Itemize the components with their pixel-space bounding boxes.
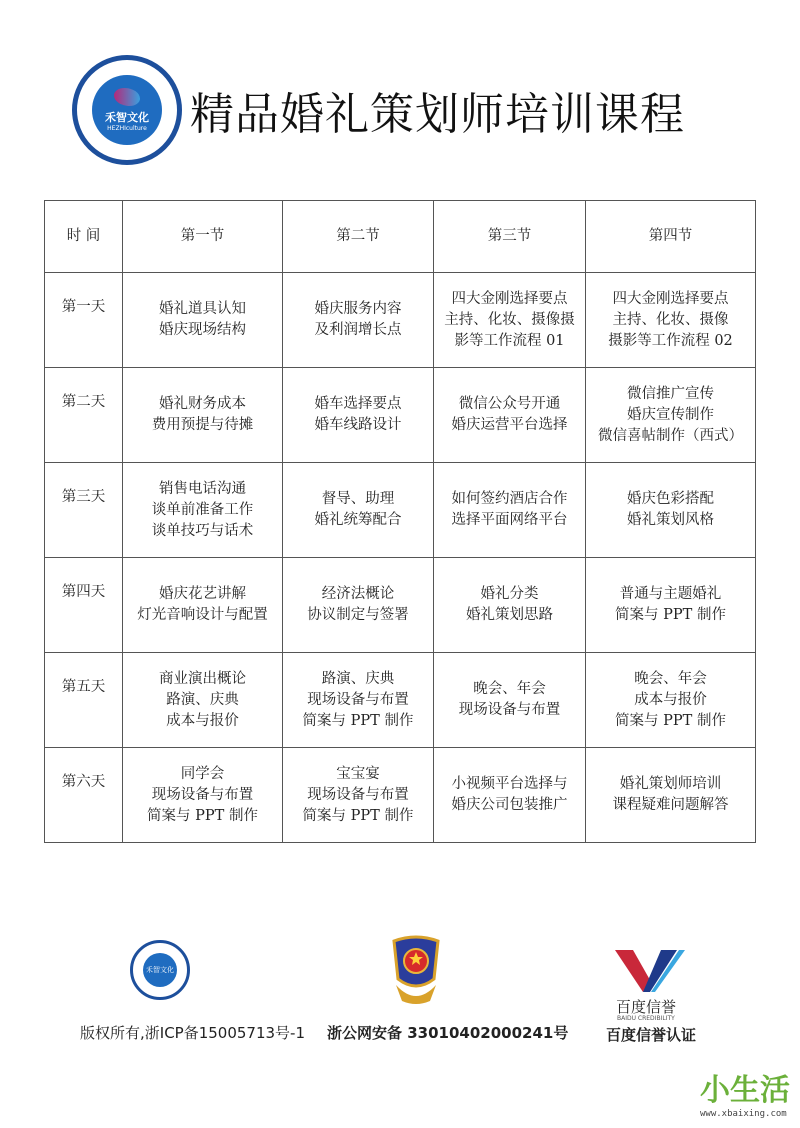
session-line: 婚礼统筹配合 [314,512,402,528]
session-line: 微信公众号开通 [458,396,561,412]
session-cell [283,273,434,368]
session-line: 影等工作流程 01 [454,332,565,349]
session-line: 现场设备与布置 [458,702,561,718]
session-line: 简案与 PPT 制作 [302,712,414,729]
session-cell [586,653,756,748]
session-line: 四大金刚选择要点 [612,290,729,307]
organization-logo [72,55,182,165]
session-line: 婚庆宣传制作 [627,406,714,423]
course-schedule-table [44,200,756,843]
session-line: 灯光音响设计与配置 [137,607,268,623]
session-cell [586,368,756,463]
seal-text: 禾智文化 [143,953,177,987]
session-line: 主持、化妆、摄像摄 [444,311,575,328]
day-cell: 第四天 [45,558,123,653]
session-line: 小视频平台选择与 [451,776,568,792]
watermark-text: 小生活 [700,1073,790,1108]
session-line: 普通与主题婚礼 [619,586,722,602]
watermark [700,1065,790,1119]
session-cell [434,463,586,558]
logo-swoosh-icon [114,88,140,106]
session-line: 销售电话沟通 [159,480,246,497]
session-line: 协议制定与签署 [307,607,409,623]
session-line: 宝宝宴 [336,765,380,782]
session-line: 婚车选择要点 [314,396,402,412]
session-cell [283,748,434,843]
session-line: 婚礼财务成本 [159,396,246,412]
session-line: 现场设备与布置 [307,786,409,803]
police-record-text: 浙公网安备 33010402000241号 [327,1024,569,1042]
session-line: 四大金刚选择要点 [451,290,568,307]
logo-text-en: HEZHIculture [107,125,147,132]
police-emblem-icon [390,935,442,1007]
session-cell [586,558,756,653]
session-line: 及利润增长点 [314,322,402,338]
session-line: 选择平面网络平台 [451,512,568,528]
session-cell [283,368,434,463]
session-line: 婚庆运营平台选择 [451,417,568,433]
session-line: 成本与报价 [166,712,239,729]
session-line: 课程疑难问题解答 [612,797,729,813]
session-line: 婚礼策划师培训 [619,776,722,792]
logo-text-cn: 禾智文化 [105,111,149,124]
session-line: 简案与 PPT 制作 [302,807,414,824]
session-line: 简案与 PPT 制作 [615,712,726,729]
session-line: 婚庆花艺讲解 [159,586,246,602]
session-cell [586,748,756,843]
session-cell [123,368,283,463]
table-row [45,558,756,653]
session-line: 同学会 [180,765,225,782]
session-line: 谈单前准备工作 [151,501,254,518]
table-row [45,273,756,368]
session-line: 摄影等工作流程 02 [608,332,733,349]
day-cell: 第二天 [45,368,123,463]
session-line: 婚礼分类 [480,586,539,602]
session-line: 路演、庆典 [321,670,395,687]
session-line: 现场设备与布置 [307,691,409,708]
baidu-logo-text: 百度信誉 [616,998,677,1016]
session-line: 婚庆色彩搭配 [627,491,714,507]
session-cell [123,273,283,368]
session-cell [123,748,283,843]
session-line: 主持、化妆、摄像 [612,311,729,328]
session-cell [123,653,283,748]
baidu-credibility-text: 百度信誉认证 [606,1026,697,1044]
session-line: 费用预提与待摊 [151,417,254,433]
session-line: 晚会、年会 [634,670,707,687]
session-cell [283,463,434,558]
session-line: 婚庆服务内容 [314,301,402,317]
session-cell [586,273,756,368]
page-title: 精品婚礼策划师培训课程 [190,89,685,140]
baidu-logo-en: BAIDU CREDIBILITY [617,1015,675,1022]
session-cell [283,558,434,653]
session-line: 婚庆现场结构 [159,322,246,338]
column-header: 第三节 [434,201,586,273]
session-cell [434,748,586,843]
session-cell [434,273,586,368]
session-cell [434,368,586,463]
table-row [45,653,756,748]
watermark-url: www.xbaixing.com [700,1109,787,1119]
column-header: 时 间 [45,201,123,273]
copyright-text: 版权所有,浙ICP备15005713号-1 [80,1024,306,1042]
session-line: 商业演出概论 [159,670,246,687]
session-line: 谈单技巧与话术 [151,522,254,539]
session-line: 督导、助理 [321,491,395,507]
column-header: 第二节 [283,201,434,273]
session-cell [283,653,434,748]
session-line: 婚礼策划风格 [627,512,714,528]
session-line: 现场设备与布置 [151,786,254,803]
session-cell [434,653,586,748]
session-line: 简案与 PPT 制作 [147,807,258,824]
session-line: 晚会、年会 [473,681,546,697]
day-cell: 第一天 [45,273,123,368]
session-cell [434,558,586,653]
session-cell [123,463,283,558]
session-cell [123,558,283,653]
session-line: 微信推广宣传 [627,385,714,402]
baidu-credibility-logo [615,950,685,992]
session-cell [586,463,756,558]
session-line: 婚礼策划思路 [466,607,553,623]
session-line: 婚庆公司包装推广 [451,797,568,813]
session-line: 经济法概论 [321,586,395,602]
column-header: 第一节 [123,201,283,273]
session-line: 如何签约酒店合作 [451,491,568,507]
day-cell: 第六天 [45,748,123,843]
session-line: 微信喜帖制作（西式） [598,427,743,444]
table-row [45,368,756,463]
session-line: 婚礼道具认知 [159,301,246,317]
session-line: 婚车线路设计 [314,417,402,433]
table-row [45,463,756,558]
session-line: 简案与 PPT 制作 [615,607,726,623]
day-cell: 第三天 [45,463,123,558]
organization-seal [130,940,190,1000]
session-line: 路演、庆典 [166,691,239,708]
session-line: 成本与报价 [634,691,707,708]
column-header: 第四节 [586,201,756,273]
day-cell: 第五天 [45,653,123,748]
table-row [45,748,756,843]
